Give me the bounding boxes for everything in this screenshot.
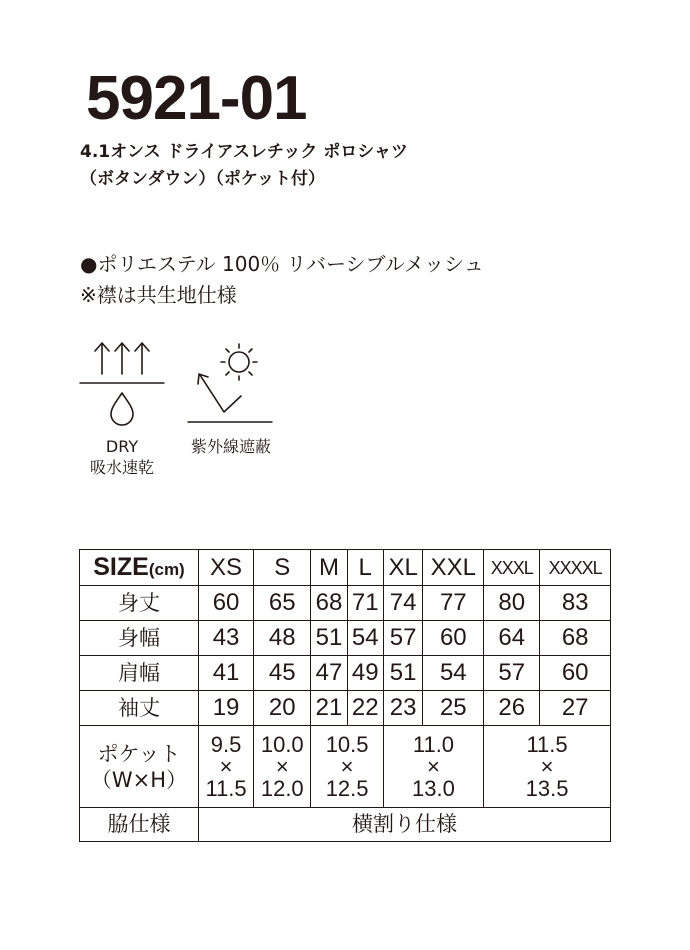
table-cell: 19 (199, 691, 254, 726)
pocket-height: 13.5 (525, 775, 569, 801)
table-cell: 71 (347, 586, 383, 621)
table-cell: 21 (311, 691, 347, 726)
table-cell: 48 (254, 621, 311, 656)
pocket-label (80, 726, 199, 808)
size-col-xl: XL (383, 550, 423, 586)
row-label: 袖丈 (80, 691, 199, 726)
table-cell: 54 (347, 621, 383, 656)
pocket-height: 11.5 (205, 775, 247, 801)
pocket-row (80, 726, 611, 808)
table-cell: 54 (423, 656, 484, 691)
table-cell: 83 (540, 586, 611, 621)
table-cell: 20 (254, 691, 311, 726)
pocket-times: × (540, 753, 554, 779)
size-header-cell (80, 550, 199, 586)
table-row (80, 621, 611, 656)
table-row (80, 656, 611, 691)
table-cell: 26 (484, 691, 540, 726)
product-name-line1: 4.1オンス ドライアスレチック ポロシャツ (80, 142, 408, 162)
table-cell: 77 (423, 586, 484, 621)
pocket-times: × (340, 753, 354, 779)
pocket-height: 12.5 (325, 775, 369, 801)
product-name-line2: （ボタンダウン）（ポケット付） (80, 169, 325, 189)
table-cell: 64 (484, 621, 540, 656)
uv-label: 紫外線遮蔽 (190, 437, 271, 456)
pocket-width: 11.0 (412, 731, 455, 757)
pocket-m-l (311, 726, 383, 808)
row-label: 身丈 (80, 586, 199, 621)
side-row (80, 808, 611, 842)
size-col-s: S (254, 550, 311, 586)
fabric-description: ●ポリエステル 100％ リバーシブルメッシュ (80, 252, 484, 276)
table-cell: 49 (347, 656, 383, 691)
table-cell: 43 (199, 621, 254, 656)
pocket-times: × (275, 753, 289, 779)
size-col-l: L (347, 550, 383, 586)
table-cell: 51 (311, 621, 347, 656)
table-cell: 65 (254, 586, 311, 621)
pocket-width: 10.0 (260, 731, 304, 757)
dry-label (74, 436, 170, 478)
size-col-m: M (311, 550, 347, 586)
table-cell: 22 (347, 691, 383, 726)
size-header-unit: (cm) (148, 560, 185, 579)
dry-label-jp: 吸水速乾 (89, 458, 154, 477)
table-cell: 74 (383, 586, 423, 621)
pocket-label-line1: ポケット (97, 741, 181, 766)
row-label: 身幅 (80, 621, 199, 656)
table-row (80, 691, 611, 726)
table-cell: 57 (383, 621, 423, 656)
table-cell: 23 (383, 691, 423, 726)
table-cell: 25 (423, 691, 484, 726)
pocket-xl-xxl (383, 726, 483, 808)
pocket-times: × (219, 753, 233, 779)
table-cell: 60 (199, 586, 254, 621)
pocket-times: × (427, 753, 440, 779)
table-cell: 27 (540, 691, 611, 726)
row-label: 肩幅 (80, 656, 199, 691)
pocket-width: 10.5 (325, 731, 369, 757)
table-cell: 41 (199, 656, 254, 691)
table-cell: 80 (484, 586, 540, 621)
size-col-xxxxl: XXXXL (540, 550, 611, 586)
product-model-number: 5921-01 (86, 64, 307, 133)
table-cell: 68 (311, 586, 347, 621)
table-cell: 60 (540, 656, 611, 691)
table-cell: 60 (423, 621, 484, 656)
pocket-s (254, 726, 311, 808)
size-header-label: SIZE (93, 553, 149, 581)
pocket-xxxl-xxxxl (484, 726, 611, 808)
table-cell: 47 (311, 656, 347, 691)
collar-note: ※襟は共生地仕様 (80, 283, 237, 307)
pocket-xs (199, 726, 254, 808)
table-cell: 57 (484, 656, 540, 691)
size-col-xxxl: XXXL (484, 550, 540, 586)
pocket-height: 13.0 (412, 775, 455, 801)
pocket-label-line2: （W×H） (90, 767, 188, 792)
size-col-xxl: XXL (423, 550, 484, 586)
side-label: 脇仕様 (80, 808, 199, 842)
table-row (80, 586, 611, 621)
pocket-width: 9.5 (210, 731, 242, 757)
dry-label-en: DRY (105, 437, 139, 456)
size-header-row (80, 550, 611, 586)
dry-icon (78, 338, 166, 430)
uv-icon (186, 338, 276, 430)
size-table (79, 549, 611, 842)
table-cell: 68 (540, 621, 611, 656)
pocket-width: 11.5 (526, 731, 568, 757)
table-cell: 51 (383, 656, 423, 691)
table-cell: 45 (254, 656, 311, 691)
pocket-height: 12.0 (260, 775, 304, 801)
side-value: 横割り仕様 (199, 808, 611, 842)
size-col-xs: XS (199, 550, 254, 586)
